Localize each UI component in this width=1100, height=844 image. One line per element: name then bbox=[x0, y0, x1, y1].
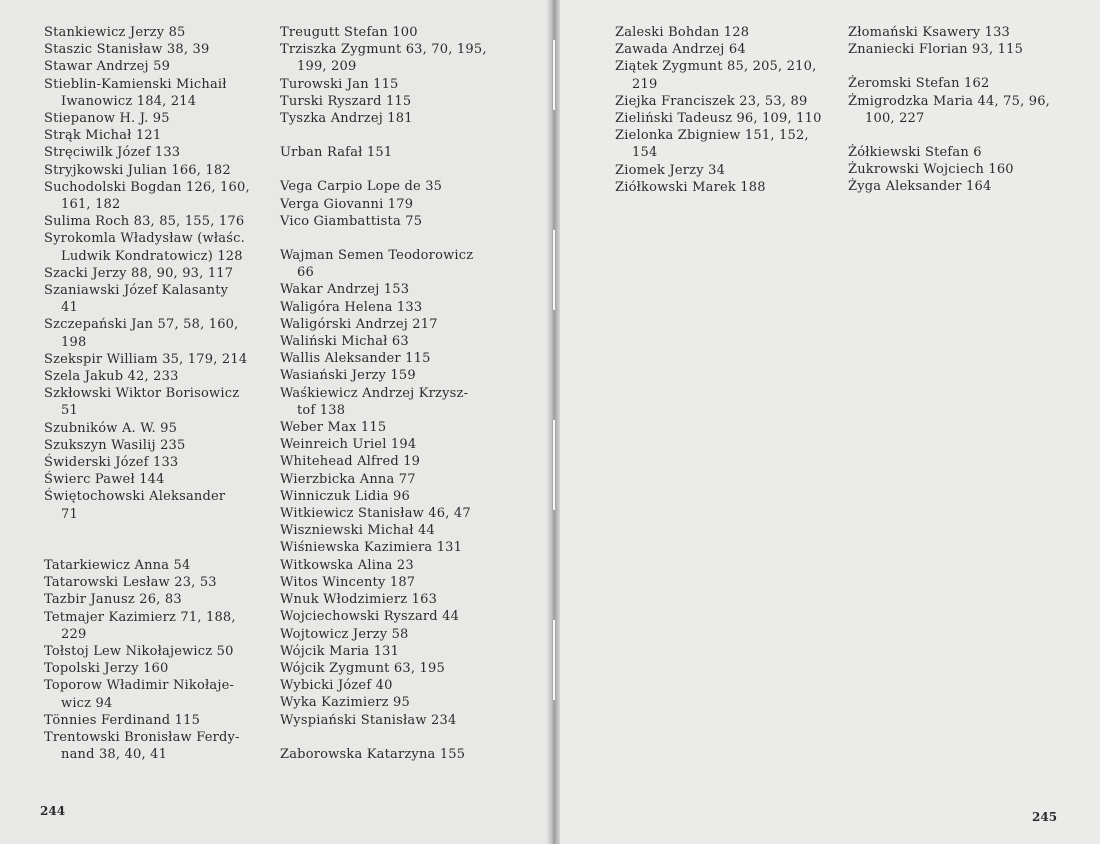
section-gap bbox=[848, 58, 1068, 75]
index-entry bbox=[280, 591, 504, 608]
index-entry bbox=[280, 333, 504, 350]
index-entry bbox=[44, 557, 262, 574]
index-entry-text: Tönnies Ferdinand 115 bbox=[44, 712, 201, 728]
section-gap bbox=[280, 729, 504, 746]
index-entry-text: Urban Rafał 151 bbox=[280, 145, 393, 161]
index-entry-text: Ziejka Franciszek 23, 53, 89 bbox=[615, 93, 808, 109]
index-entry-text: Trziszka Zygmunt 63, 70, 195, bbox=[280, 42, 487, 58]
page-number-left: 244 bbox=[40, 804, 66, 818]
index-entry-continuation: 161, 182 bbox=[61, 197, 121, 213]
index-entry bbox=[44, 368, 262, 385]
index-entry-text: Turski Ryszard 115 bbox=[280, 93, 412, 109]
section-gap bbox=[280, 230, 504, 247]
index-entry-text: Wierzbicka Anna 77 bbox=[280, 471, 416, 487]
index-entry-text: Stiepanow H. J. 95 bbox=[44, 111, 170, 127]
index-entry-continuation: 154 bbox=[632, 145, 658, 161]
index-entry bbox=[44, 162, 262, 179]
index-entry-text: Szubników A. W. 95 bbox=[44, 420, 178, 436]
index-entry bbox=[280, 367, 504, 384]
index-entry-continuation: 66 bbox=[297, 265, 314, 281]
index-entry bbox=[280, 24, 504, 41]
index-entry-text: Żukrowski Wojciech 160 bbox=[848, 162, 1014, 178]
index-entry-text: Whitehead Alfred 19 bbox=[280, 454, 421, 470]
index-entry bbox=[280, 419, 504, 436]
section-gap bbox=[44, 523, 262, 557]
index-entry bbox=[848, 161, 1068, 178]
index-entry bbox=[280, 385, 504, 419]
index-entry bbox=[280, 522, 504, 539]
index-entry-text: Wasiański Jerzy 159 bbox=[280, 368, 416, 384]
index-entry-text: Wnuk Włodzimierz 163 bbox=[280, 592, 438, 608]
index-entry bbox=[44, 660, 262, 677]
index-entry-continuation: 51 bbox=[61, 403, 78, 419]
index-entry bbox=[615, 127, 833, 161]
index-entry-text: Tetmajer Kazimierz 71, 188, bbox=[44, 609, 236, 625]
index-entry-text: Stryjkowski Julian 166, 182 bbox=[44, 162, 231, 178]
index-entry bbox=[44, 729, 262, 763]
index-entry bbox=[280, 93, 504, 110]
index-entry bbox=[280, 213, 504, 230]
index-entry-text: Wiśniewska Kazimiera 131 bbox=[280, 540, 463, 556]
index-entry bbox=[44, 41, 262, 58]
index-entry bbox=[44, 58, 262, 75]
index-entry-text: Szekspir William 35, 179, 214 bbox=[44, 351, 248, 367]
index-entry bbox=[44, 471, 262, 488]
index-entry bbox=[280, 677, 504, 694]
index-entry-text: Świerc Paweł 144 bbox=[44, 472, 165, 488]
index-entry-text: Żyga Aleksander 164 bbox=[848, 179, 992, 195]
index-entry-text: Szczepański Jan 57, 58, 160, bbox=[44, 317, 239, 333]
index-entry-text: Szacki Jerzy 88, 90, 93, 117 bbox=[44, 265, 234, 281]
index-entry bbox=[280, 144, 504, 161]
index-entry bbox=[280, 350, 504, 367]
index-entry-text: Stankiewicz Jerzy 85 bbox=[44, 25, 186, 40]
index-entry bbox=[280, 196, 504, 213]
index-entry-text: Wójcik Zygmunt 63, 195 bbox=[280, 660, 445, 676]
index-entry-text: Wyspiański Stanisław 234 bbox=[280, 712, 457, 728]
index-entry-text: Stręciwilk Józef 133 bbox=[44, 145, 181, 161]
index-entry bbox=[44, 454, 262, 471]
index-entry-text: Sulima Roch 83, 85, 155, 176 bbox=[44, 214, 245, 230]
index-entry-text: Wajman Semen Teodorowicz bbox=[280, 248, 474, 264]
index-entry-text: Toporow Władimir Nikołaje- bbox=[44, 678, 235, 694]
index-entry bbox=[44, 265, 262, 282]
index-entry-text: Verga Giovanni 179 bbox=[280, 196, 414, 212]
index-entry bbox=[44, 574, 262, 591]
index-entry-text: Vega Carpio Lope de 35 bbox=[280, 179, 443, 195]
index-entry bbox=[44, 488, 262, 522]
index-entry bbox=[615, 41, 833, 58]
index-entry-text: Treugutt Stefan 100 bbox=[280, 25, 418, 40]
index-entry bbox=[44, 712, 262, 729]
index-entry-continuation: 198 bbox=[61, 334, 87, 350]
index-entry-text: Suchodolski Bogdan 126, 160, bbox=[44, 179, 250, 195]
index-entry bbox=[280, 299, 504, 316]
index-entry bbox=[280, 505, 504, 522]
index-entry-continuation: tof 138 bbox=[297, 402, 346, 418]
index-column-4 bbox=[848, 24, 1068, 196]
index-entry bbox=[280, 41, 504, 75]
binding-stitch bbox=[552, 230, 555, 310]
index-entry bbox=[848, 24, 1068, 41]
index-entry-text: Zaborowska Katarzyna 155 bbox=[280, 746, 466, 762]
index-entry bbox=[280, 574, 504, 591]
index-entry-text: Zaleski Bohdan 128 bbox=[615, 25, 750, 40]
index-entry-text: Stieblin-Kamienski Michaił bbox=[44, 76, 227, 92]
index-entry bbox=[615, 24, 833, 41]
index-entry-text: Ziomek Jerzy 34 bbox=[615, 162, 726, 178]
index-entry-text: Stawar Andrzej 59 bbox=[44, 59, 171, 75]
index-entry bbox=[280, 453, 504, 470]
index-entry bbox=[44, 282, 262, 316]
index-entry-continuation: 41 bbox=[61, 300, 78, 316]
index-entry bbox=[44, 144, 262, 161]
index-entry bbox=[44, 316, 262, 350]
index-entry-text: Weber Max 115 bbox=[280, 420, 387, 436]
index-entry bbox=[44, 24, 262, 41]
index-entry-text: Tazbir Janusz 26, 83 bbox=[44, 592, 182, 608]
index-entry bbox=[848, 144, 1068, 161]
index-entry bbox=[44, 677, 262, 711]
index-entry bbox=[280, 471, 504, 488]
index-column-3 bbox=[615, 24, 833, 196]
index-entry bbox=[44, 127, 262, 144]
index-entry-continuation: 100, 227 bbox=[865, 110, 925, 126]
index-entry-continuation: 71 bbox=[61, 506, 78, 522]
index-entry bbox=[44, 609, 262, 643]
index-entry bbox=[280, 660, 504, 677]
index-entry-text: Weinreich Uriel 194 bbox=[280, 437, 417, 453]
index-entry-continuation: wicz 94 bbox=[61, 695, 113, 711]
index-entry bbox=[44, 643, 262, 660]
index-entry bbox=[280, 110, 504, 127]
index-entry bbox=[615, 162, 833, 179]
section-gap bbox=[280, 127, 504, 144]
index-column-1 bbox=[44, 24, 262, 763]
index-entry bbox=[44, 230, 262, 264]
index-entry-text: Świderski Józef 133 bbox=[44, 455, 179, 471]
index-entry-text: Szukszyn Wasilij 235 bbox=[44, 437, 186, 453]
index-entry bbox=[280, 746, 504, 763]
index-entry bbox=[848, 93, 1068, 127]
index-entry-text: Turowski Jan 115 bbox=[280, 76, 399, 92]
index-entry-text: Tatarowski Lesław 23, 53 bbox=[44, 575, 217, 591]
index-entry bbox=[615, 93, 833, 110]
index-entry bbox=[44, 213, 262, 230]
index-entry-text: Zielonka Zbigniew 151, 152, bbox=[615, 128, 809, 144]
page-number-right: 245 bbox=[1032, 810, 1058, 824]
index-entry-text: Szaniawski Józef Kalasanty bbox=[44, 283, 229, 299]
index-entry-continuation: 229 bbox=[61, 626, 87, 642]
binding-stitch bbox=[552, 420, 555, 510]
index-entry bbox=[44, 76, 262, 110]
index-entry bbox=[615, 58, 833, 92]
index-entry-text: Ziątek Zygmunt 85, 205, 210, bbox=[615, 59, 817, 75]
index-entry-text: Złomański Ksawery 133 bbox=[848, 25, 1011, 40]
index-entry-text: Wyka Kazimierz 95 bbox=[280, 695, 410, 711]
index-entry-text: Topolski Jerzy 160 bbox=[44, 661, 169, 677]
index-entry bbox=[44, 351, 262, 368]
index-entry bbox=[280, 557, 504, 574]
index-entry bbox=[848, 75, 1068, 92]
index-entry-continuation: nand 38, 40, 41 bbox=[61, 747, 168, 763]
index-entry-text: Wallis Aleksander 115 bbox=[280, 351, 431, 367]
index-entry bbox=[44, 420, 262, 437]
index-entry-text: Wójcik Maria 131 bbox=[280, 643, 400, 659]
index-entry bbox=[280, 694, 504, 711]
index-entry bbox=[280, 247, 504, 281]
index-entry bbox=[280, 436, 504, 453]
index-entry bbox=[280, 539, 504, 556]
index-entry-text: Zawada Andrzej 64 bbox=[615, 42, 746, 58]
index-entry bbox=[615, 110, 833, 127]
index-entry bbox=[44, 179, 262, 213]
index-entry bbox=[280, 178, 504, 195]
index-entry-text: Witos Wincenty 187 bbox=[280, 574, 416, 590]
index-entry-text: Staszic Stanisław 38, 39 bbox=[44, 42, 210, 58]
index-entry-text: Waśkiewicz Andrzej Krzysz- bbox=[280, 385, 469, 401]
right-page bbox=[552, 0, 1100, 844]
index-entry-continuation: Iwanowicz 184, 214 bbox=[61, 93, 197, 109]
binding-stitch bbox=[552, 620, 555, 700]
index-entry-text: Tołstoj Lew Nikołajewicz 50 bbox=[44, 643, 234, 659]
index-entry-text: Waligóra Helena 133 bbox=[280, 299, 423, 315]
index-entry bbox=[848, 41, 1068, 58]
index-entry bbox=[280, 488, 504, 505]
index-entry-text: Syrokomla Władysław (właśc. bbox=[44, 231, 245, 247]
index-entry-text: Tatarkiewicz Anna 54 bbox=[44, 557, 191, 573]
index-entry-text: Szkłowski Wiktor Borisowicz bbox=[44, 386, 240, 402]
index-entry-text: Wakar Andrzej 153 bbox=[280, 282, 410, 298]
index-entry-text: Znaniecki Florian 93, 115 bbox=[848, 42, 1024, 58]
index-entry bbox=[280, 643, 504, 660]
index-entry-text: Wiszniewski Michał 44 bbox=[280, 523, 435, 539]
index-entry bbox=[280, 626, 504, 643]
index-entry bbox=[280, 608, 504, 625]
index-entry-text: Żółkiewski Stefan 6 bbox=[848, 145, 982, 161]
index-entry-text: Zieliński Tadeusz 96, 109, 110 bbox=[615, 111, 822, 127]
index-entry-text: Waligórski Andrzej 217 bbox=[280, 316, 438, 332]
index-entry-continuation: Ludwik Kondratowicz) 128 bbox=[61, 248, 243, 264]
index-entry bbox=[280, 316, 504, 333]
section-gap bbox=[280, 161, 504, 178]
section-gap bbox=[848, 127, 1068, 144]
index-entry-text: Wojciechowski Ryszard 44 bbox=[280, 609, 460, 625]
index-entry-text: Witkowska Alina 23 bbox=[280, 557, 414, 573]
index-column-2 bbox=[280, 24, 504, 763]
index-entry-text: Żmigrodzka Maria 44, 75, 96, bbox=[848, 93, 1051, 109]
index-entry bbox=[280, 712, 504, 729]
index-entry-text: Świętochowski Aleksander bbox=[44, 489, 226, 505]
index-entry-text: Żeromski Stefan 162 bbox=[848, 76, 990, 92]
index-entry bbox=[280, 76, 504, 93]
index-entry-text: Trentowski Bronisław Ferdy- bbox=[44, 729, 240, 745]
index-entry-text: Vico Giambattista 75 bbox=[280, 213, 423, 229]
index-entry-text: Szela Jakub 42, 233 bbox=[44, 369, 179, 385]
index-entry-text: Waliński Michał 63 bbox=[280, 334, 409, 350]
index-entry bbox=[280, 281, 504, 298]
index-entry-text: Wojtowicz Jerzy 58 bbox=[280, 626, 409, 642]
binding-stitch bbox=[552, 40, 555, 110]
index-entry bbox=[44, 591, 262, 608]
index-entry bbox=[44, 110, 262, 127]
index-entry bbox=[44, 437, 262, 454]
index-entry bbox=[848, 178, 1068, 195]
index-entry-text: Strąk Michał 121 bbox=[44, 128, 162, 144]
index-entry-continuation: 219 bbox=[632, 76, 658, 92]
index-entry-text: Winniczuk Lidia 96 bbox=[280, 488, 411, 504]
index-entry-text: Ziółkowski Marek 188 bbox=[615, 179, 766, 195]
index-entry-text: Tyszka Andrzej 181 bbox=[280, 111, 413, 127]
index-entry-text: Wybicki Józef 40 bbox=[280, 678, 393, 694]
index-entry-text: Witkiewicz Stanisław 46, 47 bbox=[280, 506, 471, 522]
index-entry bbox=[44, 385, 262, 419]
index-entry-continuation: 199, 209 bbox=[297, 59, 357, 75]
index-entry bbox=[615, 179, 833, 196]
